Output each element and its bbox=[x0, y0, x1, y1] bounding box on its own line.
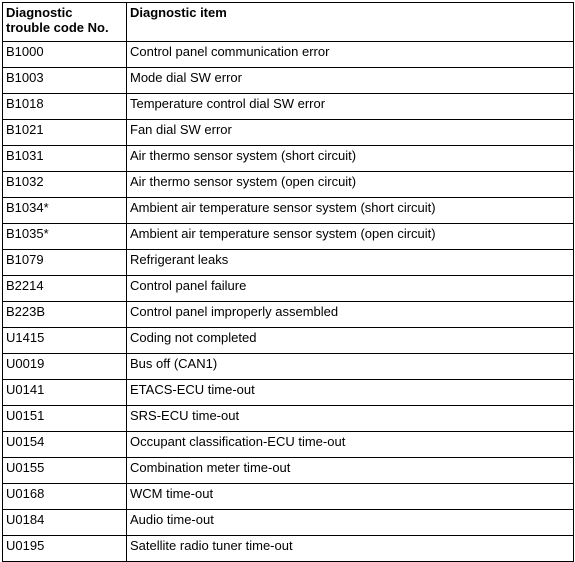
code-cell: B1000 bbox=[3, 42, 127, 68]
item-cell: Fan dial SW error bbox=[127, 120, 574, 146]
table-row bbox=[3, 380, 574, 406]
item-cell: ETACS-ECU time-out bbox=[127, 380, 574, 406]
item-cell: Control panel communication error bbox=[127, 42, 574, 68]
code-cell: B223B bbox=[3, 302, 127, 328]
table-row bbox=[3, 276, 574, 302]
code-cell: U0184 bbox=[3, 510, 127, 536]
code-cell: B1032 bbox=[3, 172, 127, 198]
code-cell: B1003 bbox=[3, 68, 127, 94]
code-cell: U0141 bbox=[3, 380, 127, 406]
header-code-line1: Diagnostic bbox=[6, 5, 73, 20]
item-cell: WCM time-out bbox=[127, 484, 574, 510]
table-row bbox=[3, 198, 574, 224]
code-cell: U0151 bbox=[3, 406, 127, 432]
code-cell: B1018 bbox=[3, 94, 127, 120]
table-row bbox=[3, 224, 574, 250]
item-cell: Control panel improperly assembled bbox=[127, 302, 574, 328]
item-cell: Control panel failure bbox=[127, 276, 574, 302]
table-row bbox=[3, 68, 574, 94]
table-row bbox=[3, 354, 574, 380]
item-cell: Temperature control dial SW error bbox=[127, 94, 574, 120]
item-cell: Combination meter time-out bbox=[127, 458, 574, 484]
table-row bbox=[3, 458, 574, 484]
table-row bbox=[3, 302, 574, 328]
item-cell: Air thermo sensor system (short circuit) bbox=[127, 146, 574, 172]
item-cell: Bus off (CAN1) bbox=[127, 354, 574, 380]
header-item: Diagnostic item bbox=[127, 3, 574, 42]
table-row bbox=[3, 250, 574, 276]
item-cell: SRS-ECU time-out bbox=[127, 406, 574, 432]
code-cell: B1035* bbox=[3, 224, 127, 250]
table-row bbox=[3, 120, 574, 146]
header-code bbox=[3, 3, 127, 42]
code-cell: U1415 bbox=[3, 328, 127, 354]
code-cell: U0154 bbox=[3, 432, 127, 458]
table-header-row bbox=[3, 3, 574, 42]
code-cell: B1079 bbox=[3, 250, 127, 276]
header-code-line2: trouble code No. bbox=[6, 20, 109, 35]
code-cell: B1034* bbox=[3, 198, 127, 224]
diagnostic-code-table bbox=[2, 2, 574, 562]
code-cell: U0155 bbox=[3, 458, 127, 484]
item-cell: Occupant classification-ECU time-out bbox=[127, 432, 574, 458]
table-row bbox=[3, 42, 574, 68]
code-cell: B1021 bbox=[3, 120, 127, 146]
item-cell: Refrigerant leaks bbox=[127, 250, 574, 276]
code-cell: B1031 bbox=[3, 146, 127, 172]
diagnostic-code-table-container bbox=[2, 2, 574, 562]
code-cell: U0019 bbox=[3, 354, 127, 380]
item-cell: Ambient air temperature sensor system (open circuit) bbox=[127, 224, 574, 250]
table-row bbox=[3, 328, 574, 354]
table-row bbox=[3, 94, 574, 120]
item-cell: Audio time-out bbox=[127, 510, 574, 536]
code-cell: U0195 bbox=[3, 536, 127, 562]
code-cell: B2214 bbox=[3, 276, 127, 302]
table-row bbox=[3, 536, 574, 562]
item-cell: Coding not completed bbox=[127, 328, 574, 354]
table-row bbox=[3, 146, 574, 172]
table-row bbox=[3, 406, 574, 432]
table-row bbox=[3, 510, 574, 536]
item-cell: Air thermo sensor system (open circuit) bbox=[127, 172, 574, 198]
item-cell: Satellite radio tuner time-out bbox=[127, 536, 574, 562]
table-row bbox=[3, 172, 574, 198]
item-cell: Mode dial SW error bbox=[127, 68, 574, 94]
table-row bbox=[3, 432, 574, 458]
table-row bbox=[3, 484, 574, 510]
code-cell: U0168 bbox=[3, 484, 127, 510]
item-cell: Ambient air temperature sensor system (short circuit) bbox=[127, 198, 574, 224]
